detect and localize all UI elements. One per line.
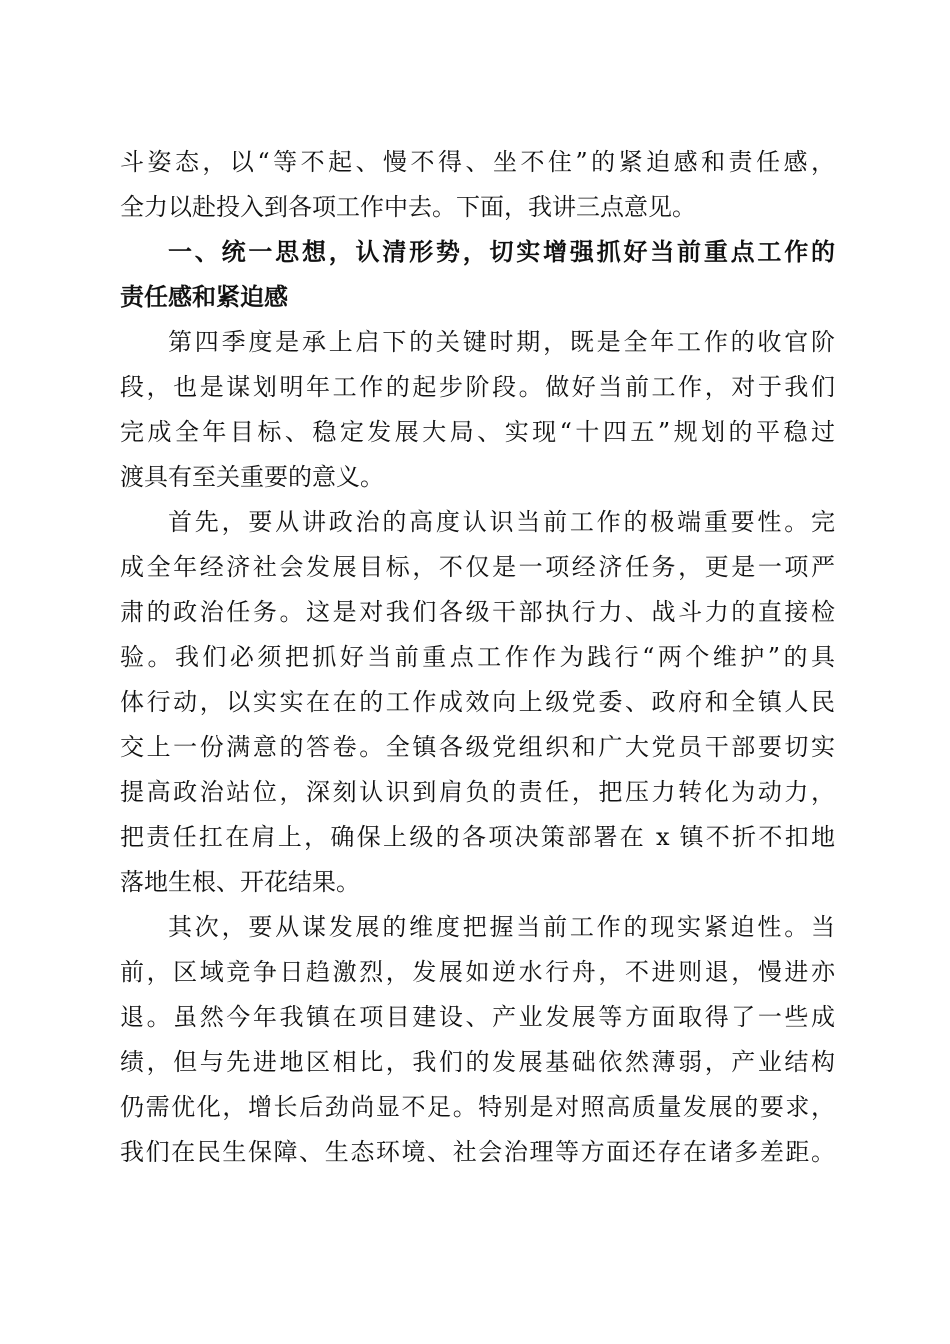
text-line: 我们在民生保障、生态环境、社会治理等方面还存在诸多差距。 — [120, 1138, 835, 1166]
paragraph-context — [120, 320, 835, 500]
text-line: 段，也是谋划明年工作的起步阶段。做好当前工作，对于我们 — [120, 373, 835, 401]
text-line: 把责任扛在肩上，确保上级的各项决策部署在 x 镇不折不扣地 — [120, 823, 835, 851]
intro-paragraph — [120, 140, 835, 230]
text-line: 提高政治站位，深刻认识到肩负的责任，把压力转化为动力， — [120, 778, 835, 806]
text-line: 其次，要从谋发展的维度把握当前工作的现实紧迫性。当 — [168, 913, 835, 941]
text-line: 渡具有至关重要的意义。 — [120, 463, 384, 491]
text-line: 斗姿态，以“等不起、慢不得、坐不住”的紧迫感和责任感， — [120, 148, 835, 176]
paragraph-development — [120, 905, 835, 1175]
text-line: 退。虽然今年我镇在项目建设、产业发展等方面取得了一些成 — [120, 1003, 835, 1031]
document-body — [120, 140, 835, 1175]
text-line: 前，区域竞争日趋激烈，发展如逆水行舟，不进则退，慢进亦 — [120, 958, 835, 986]
text-line: 绩，但与先进地区相比，我们的发展基础依然薄弱，产业结构 — [120, 1048, 835, 1076]
text-line: 交上一份满意的答卷。全镇各级党组织和广大党员干部要切实 — [120, 733, 835, 761]
text-line: 全力以赴投入到各项工作中去。下面，我讲三点意见。 — [120, 193, 696, 221]
text-line: 成全年经济社会发展目标，不仅是一项经济任务，更是一项严 — [120, 553, 835, 581]
text-line: 首先，要从讲政治的高度认识当前工作的极端重要性。完 — [168, 508, 835, 536]
text-line: 第四季度是承上启下的关键时期，既是全年工作的收官阶 — [168, 328, 835, 356]
text-line: 仍需优化，增长后劲尚显不足。特别是对照高质量发展的要求， — [120, 1093, 835, 1121]
text-line: 落地生根、开花结果。 — [120, 868, 360, 896]
text-line: 肃的政治任务。这是对我们各级干部执行力、战斗力的直接检 — [120, 598, 835, 626]
paragraph-political — [120, 500, 835, 905]
heading-line: 责任感和紧迫感 — [120, 283, 288, 311]
text-line: 验。我们必须把抓好当前重点工作作为践行“两个维护”的具 — [120, 643, 835, 671]
text-line: 体行动，以实实在在的工作成效向上级党委、政府和全镇人民 — [120, 688, 835, 716]
section-heading — [120, 230, 835, 320]
text-line: 完成全年目标、稳定发展大局、实现“十四五”规划的平稳过 — [120, 418, 835, 446]
heading-line: 一、统一思想，认清形势，切实增强抓好当前重点工作的 — [168, 238, 835, 266]
